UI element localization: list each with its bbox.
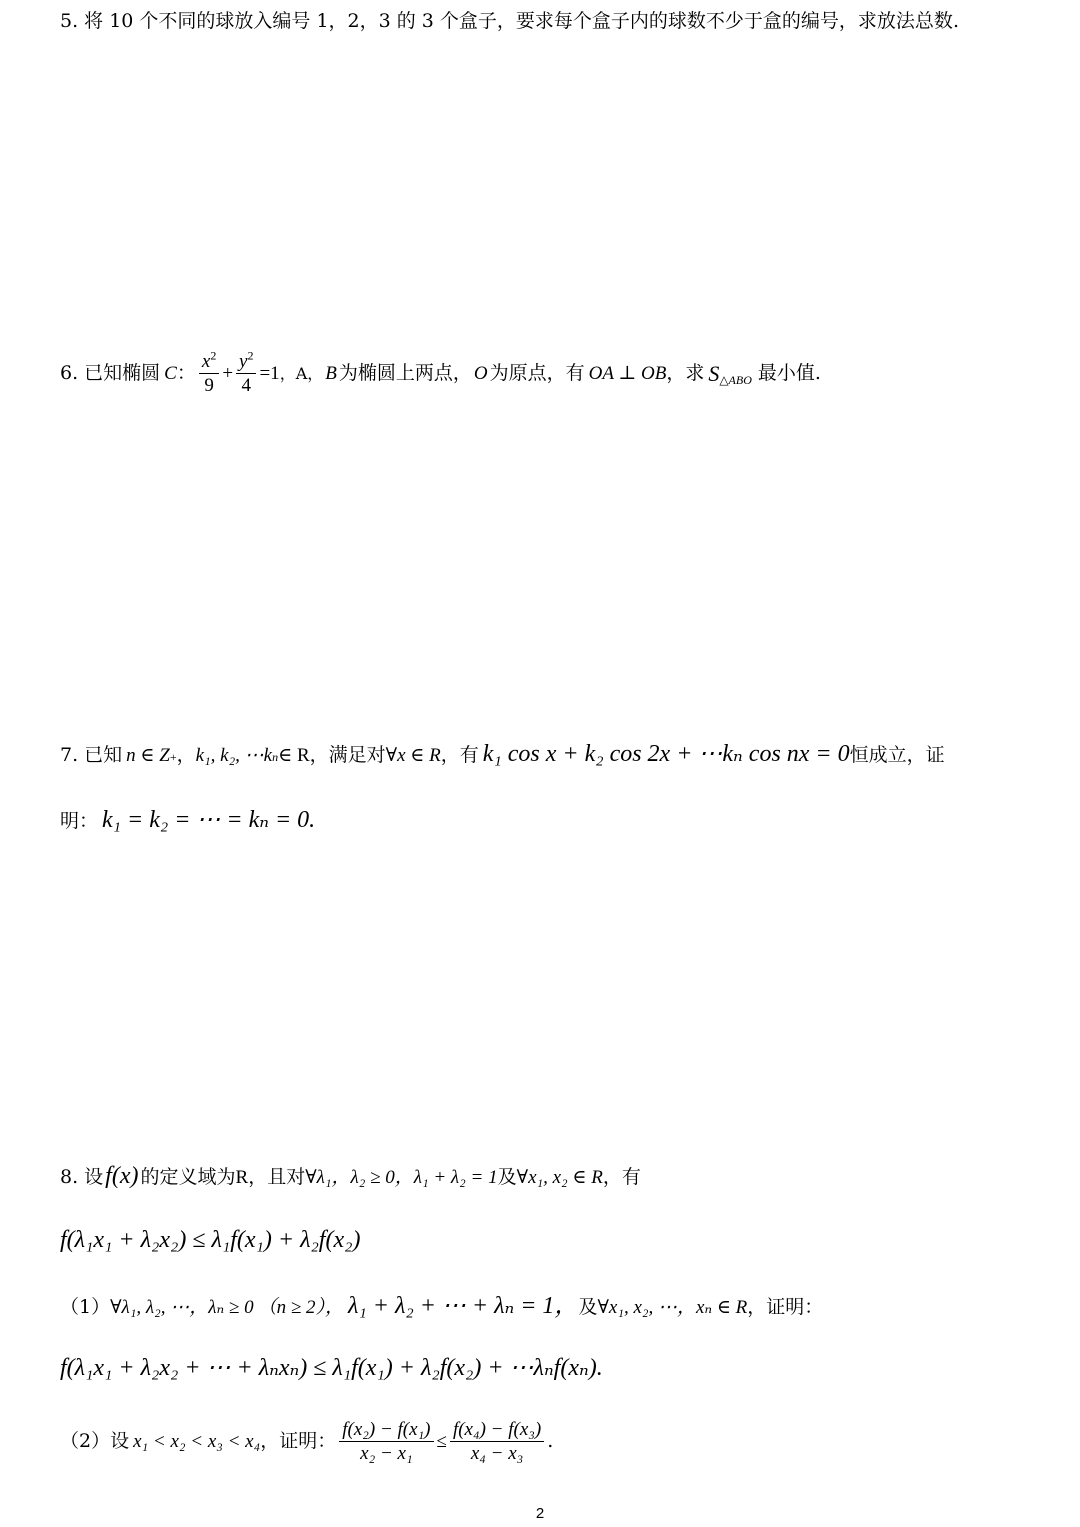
part-2-order: x₁ < x₂ < x₃ < x₄ (133, 1431, 261, 1452)
lambda-1: ∀λ₁， (305, 1167, 351, 1188)
problem-6-lead: 6. 已知椭圆 (60, 362, 161, 384)
jensen-inequality: f(λ₁x₁ + λ₂x₂ + ⋯ + λₙxₙ) ≤ λ₁f(x₁) + λ₂f(x₂) + ⋯λₙf(xₙ). (60, 1355, 603, 1381)
condition-k-tail: ∈ R (278, 745, 310, 766)
condition-n: n ∈ Z (126, 745, 170, 766)
lambda-2: λ₂ ≥ 0， (350, 1167, 414, 1188)
problem-6-origin: 为原点，有 (489, 362, 585, 384)
problem-8-part1-inequality (60, 1356, 603, 1380)
part-1-n: （n ≥ 2）， (257, 1297, 345, 1318)
function-fx: f(x) (105, 1163, 139, 1189)
area-symbol: S (708, 360, 720, 386)
real-set: R (235, 1167, 249, 1188)
y-var: y (239, 351, 248, 372)
origin-label: O (473, 363, 488, 384)
frac-2-numerator: f(x₄) − f(x₃) (450, 1420, 544, 1442)
part-1-and: 及 (578, 1296, 598, 1318)
part-2-label: （2）设 (60, 1430, 130, 1452)
problem-8-part2 (60, 1420, 553, 1463)
problem-8-part1 (60, 1294, 823, 1318)
equation-rhs: =1 (259, 363, 280, 384)
problem-5 (60, 12, 959, 31)
colon: ： (176, 362, 196, 384)
point-a-label: ，A， (279, 363, 324, 383)
problem-8-cond: ，且对 (248, 1166, 306, 1188)
problem-8-domain: 的定义域为 (140, 1166, 236, 1188)
part-1-label: （1） (60, 1296, 111, 1318)
problem-8-have: ，有 (602, 1166, 641, 1188)
frac-1-denominator: x₂ − x₁ (360, 1443, 413, 1464)
problem-6: 6. 已知椭圆 C ： $\frac{x^2}{9}$ + $\frac{y^2}{4}$ =1 ，A， B 为椭圆上两点， O 为原点，有 OA ⊥ OB ，求 S $_{\triangle ABO}$ 最小值. (60, 348, 821, 396)
problem-7-mid: ，满足对 (309, 744, 386, 766)
conclusion-equation: k₁ = k₂ = ⋯ = kₙ = 0. (102, 807, 316, 833)
problem-7-lead: 7. 已知 (60, 744, 123, 766)
problem-6-tail: 最小值. (757, 362, 821, 384)
convexity-inequality: f(λ₁x₁ + λ₂x₂) ≤ λ₁f(x₁) + λ₂f(x₂) (60, 1227, 361, 1253)
perpendicular-condition: OA ⊥ OB (588, 363, 667, 384)
denominator-4: 4 (241, 375, 251, 396)
frac-2-denominator: x₄ − x₃ (470, 1443, 524, 1464)
problem-8-lead: 8. 设 (60, 1166, 104, 1188)
problem-7: 7. 已知 n ∈ Z + ， k₁, k₂, ⋯k n ∈ R ，满足对 ∀x ∈ R ，有 k₁ cos x + k₂ cos 2x + ⋯kₙ cos nx = 0 恒成立，证 (60, 741, 945, 767)
difference-quotient-1 (339, 1420, 433, 1463)
problem-6-mid: 为椭圆上两点， (338, 362, 472, 384)
forall-x: ∀x ∈ R (385, 745, 441, 766)
x-var: x (201, 351, 211, 372)
part-1-prove: ，证明： (747, 1296, 824, 1318)
lambda-sum: λ₁ + λ₂ = 1 (413, 1167, 498, 1188)
cosine-equation: k₁ cos x + k₂ cos 2x + ⋯kₙ cos nx = 0 (482, 741, 850, 767)
part-2-prove: ，证明： (260, 1430, 337, 1452)
condition-k: k₁, k₂, ⋯k (195, 745, 273, 766)
problem-6-ask: ，求 (666, 362, 705, 384)
part-1-lambdas: ∀λ₁, λ₂, ⋯，λₙ ≥ 0 (110, 1297, 254, 1318)
page-number: 2 (535, 1505, 545, 1522)
curve-label: C (164, 363, 177, 384)
leq-sign: ≤ (436, 1431, 447, 1452)
frac-1-numerator: f(x₂) − f(x₁) (339, 1420, 433, 1442)
problem-5-text: 5. 将 10 个不同的球放入编号 1，2，3 的 3 个盒子，要求每个盒子内的球数不少于盒的编号，求放法总数. (60, 10, 959, 32)
denominator-9: 9 (204, 375, 214, 396)
problem-7-have: ，有 (440, 744, 479, 766)
problem-7-line2 (60, 808, 315, 832)
fraction-x-over-9: $\frac{x^2}{9}$ (199, 352, 219, 395)
fraction-y-over-4: $\frac{y^2}{4}$ (236, 352, 256, 395)
x-values: ∀x₁, x₂ ∈ R (516, 1167, 603, 1188)
point-b-label: B (325, 363, 337, 384)
difference-quotient-2 (450, 1420, 544, 1463)
part-1-x-values: ∀x₁, x₂, ⋯，xₙ ∈ R (597, 1297, 748, 1318)
problem-7-prove: 明： (60, 810, 99, 832)
separator: ， (176, 744, 196, 766)
problem-7-tail: 恒成立，证 (849, 744, 945, 766)
part-1-sum: λ₁ + λ₂ + ⋯ + λₙ = 1， (348, 1293, 579, 1319)
problem-8 (60, 1164, 641, 1188)
problem-8-inequality (60, 1228, 360, 1252)
part-2-end: . (547, 1430, 554, 1452)
problem-8-and: 及 (497, 1166, 517, 1188)
